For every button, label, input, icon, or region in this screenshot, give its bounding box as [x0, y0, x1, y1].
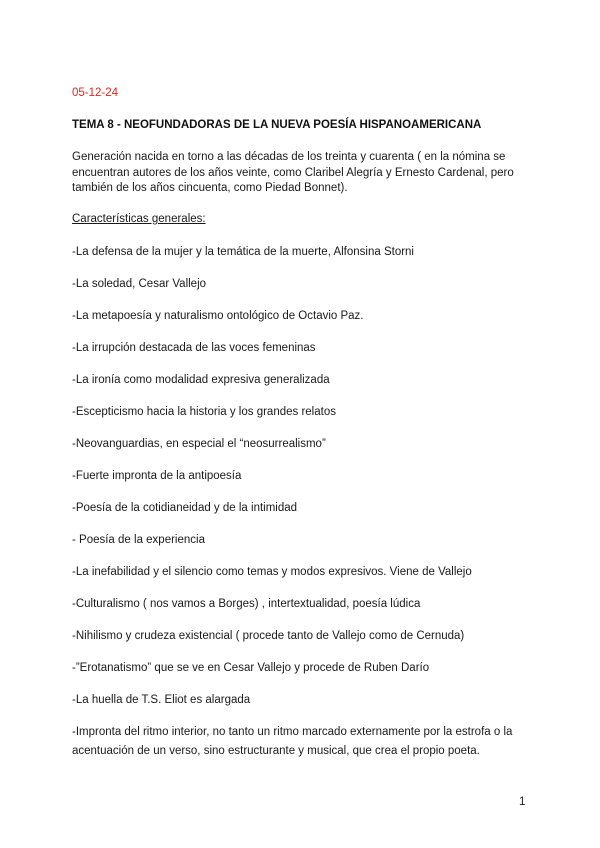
document-title: TEMA 8 - NEOFUNDADORAS DE LA NUEVA POESÍA HISPANOAMERICANA [72, 119, 482, 131]
list-item: -Fuerte impronta de la antipoesía [72, 470, 242, 482]
list-item: -La ironía como modalidad expresiva generalizada [72, 374, 330, 386]
list-item: -Nihilismo y crudeza existencial ( procede tanto de Vallejo como de Cernuda) [72, 630, 465, 642]
list-item: -Poesía de la cotidianeidad y de la intimidad [72, 502, 298, 514]
list-item: -”Erotanatismo” que se ve en Cesar Vallejo y procede de Ruben Darío [72, 662, 430, 674]
list-item: -Escepticismo hacia la historia y los grandes relatos [72, 406, 336, 418]
section-subtitle: Características generales: [72, 213, 206, 225]
list-item: -La irrupción destacada de las voces femeninas [72, 342, 316, 354]
list-item: -Impronta del ritmo interior, no tanto un ritmo marcado externamente por la estrofa o la acentuación de un verso, sino estructurante y musical, que crea el propio poeta. [72, 726, 513, 757]
list-item: -Culturalismo ( nos vamos a Borges) , intertextualidad, poesía lúdica [72, 598, 421, 610]
document-date: 05-12-24 [72, 87, 119, 99]
intro-paragraph: Generación nacida en torno a las décadas de los treinta y cuarenta ( en la nómina se encuentran autores de los años veinte, como Claribel Alegría y Ernesto Cardenal, pero también de los años cincuenta, como Piedad Bonnet). [72, 151, 514, 194]
list-item: -La soledad, Cesar Vallejo [72, 278, 207, 290]
list-item: -La huella de T.S. Eliot es alargada [72, 694, 251, 706]
list-item: -Neovanguardias, en especial el “neosurrealismo” [72, 438, 326, 450]
list-item: -La inefabilidad y el silencio como temas y modos expresivos. Viene de Vallejo [72, 566, 472, 578]
list-item: -La metapoesía y naturalismo ontológico de Octavio Paz. [72, 310, 364, 322]
list-item: -La defensa de la mujer y la temática de la muerte, Alfonsina Storni [72, 246, 414, 258]
list-item: - Poesía de la experiencia [72, 534, 205, 546]
page-number: 1 [519, 796, 526, 808]
